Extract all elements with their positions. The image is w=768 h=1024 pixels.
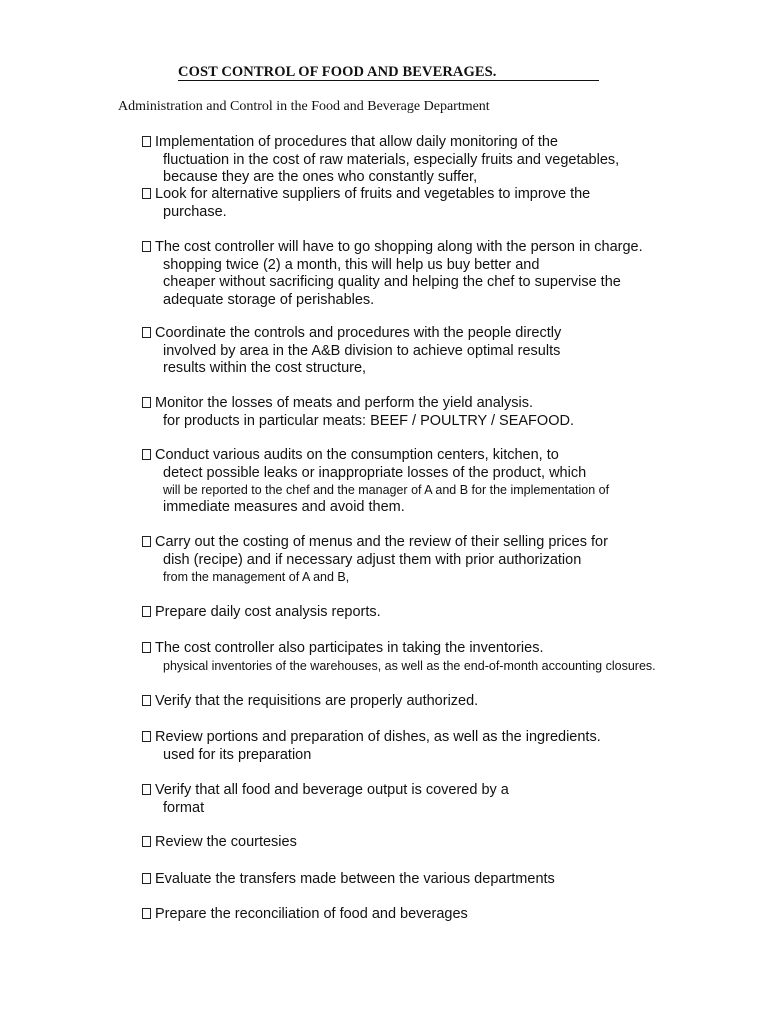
list-item-line: Evaluate the transfers made between the various departments bbox=[142, 871, 555, 889]
list-item-line: The cost controller will have to go shopping along with the person in charge. bbox=[142, 239, 643, 257]
list-item bbox=[142, 834, 297, 852]
square-bullet-icon bbox=[142, 327, 151, 338]
list-item bbox=[142, 134, 619, 187]
square-bullet-icon bbox=[142, 731, 151, 742]
list-item-line: adequate storage of perishables. bbox=[163, 291, 375, 308]
square-bullet-icon bbox=[142, 606, 151, 617]
list-item-line: Carry out the costing of menus and the review of their selling prices for bbox=[142, 534, 608, 552]
list-item-line: results within the cost structure, bbox=[163, 360, 367, 376]
section-heading: Administration and Control in the Food and Beverage Department bbox=[118, 99, 490, 114]
list-item bbox=[142, 186, 590, 221]
list-item-line: Review portions and preparation of dishes, as well as the ingredients. bbox=[142, 729, 601, 747]
list-item bbox=[142, 871, 555, 889]
title-underline bbox=[178, 80, 599, 81]
square-bullet-icon bbox=[142, 873, 151, 884]
list-item bbox=[142, 447, 609, 517]
list-item bbox=[142, 906, 468, 924]
square-bullet-icon bbox=[142, 836, 151, 847]
list-item-line: The cost controller also participates in taking the inventories. bbox=[142, 640, 656, 658]
square-bullet-icon bbox=[142, 188, 151, 199]
list-item-line: format bbox=[163, 799, 205, 816]
list-item-line: cheaper without sacrificing quality and helping the chef to supervise the bbox=[163, 274, 621, 290]
square-bullet-icon bbox=[142, 241, 151, 252]
list-item bbox=[142, 395, 574, 430]
list-item-line: because they are the ones who constantly suffer, bbox=[163, 169, 478, 185]
list-item-line: Prepare daily cost analysis reports. bbox=[142, 604, 381, 622]
list-item-line: Verify that all food and beverage output is covered by a bbox=[142, 782, 509, 800]
list-item-line: Implementation of procedures that allow daily monitoring of the bbox=[142, 134, 619, 152]
list-item-line: fluctuation in the cost of raw materials, especially fruits and vegetables, bbox=[163, 151, 620, 168]
list-item-line: used for its preparation bbox=[163, 746, 312, 763]
square-bullet-icon bbox=[142, 536, 151, 547]
list-item bbox=[142, 604, 381, 622]
list-item-line: will be reported to the chef and the manager of A and B for the implementation of bbox=[163, 483, 610, 497]
list-item bbox=[142, 534, 608, 586]
list-item-line: from the management of A and B, bbox=[163, 570, 350, 584]
list-item bbox=[142, 239, 643, 309]
list-item-line: purchase. bbox=[163, 203, 227, 220]
list-item-line: Prepare the reconciliation of food and beverages bbox=[142, 906, 468, 924]
square-bullet-icon bbox=[142, 449, 151, 460]
list-item-line: shopping twice (2) a month, this will help us buy better and bbox=[163, 256, 540, 273]
list-item-line: Look for alternative suppliers of fruits and vegetables to improve the bbox=[142, 186, 590, 204]
square-bullet-icon bbox=[142, 136, 151, 147]
square-bullet-icon bbox=[142, 784, 151, 795]
list-item bbox=[142, 325, 561, 378]
list-item-line: Review the courtesies bbox=[142, 834, 297, 852]
list-item-line: Monitor the losses of meats and perform the yield analysis. bbox=[142, 395, 574, 413]
list-item-line: detect possible leaks or inappropriate losses of the product, which bbox=[163, 464, 587, 481]
list-item bbox=[142, 729, 601, 764]
square-bullet-icon bbox=[142, 908, 151, 919]
list-item-line: involved by area in the A&B division to achieve optimal results bbox=[163, 342, 561, 359]
list-item-line: Conduct various audits on the consumption centers, kitchen, to bbox=[142, 447, 609, 465]
list-item-line: physical inventories of the warehouses, as well as the end-of-month accounting closures. bbox=[163, 658, 656, 673]
list-item-line: for products in particular meats: BEEF / POULTRY / SEAFOOD. bbox=[163, 412, 574, 429]
list-item bbox=[142, 640, 656, 675]
square-bullet-icon bbox=[142, 642, 151, 653]
list-item-line: dish (recipe) and if necessary adjust them with prior authorization bbox=[163, 551, 582, 568]
list-item bbox=[142, 693, 478, 711]
list-item-line: immediate measures and avoid them. bbox=[163, 499, 405, 515]
square-bullet-icon bbox=[142, 695, 151, 706]
list-item bbox=[142, 782, 509, 817]
page-title: COST CONTROL OF FOOD AND BEVERAGES. bbox=[178, 64, 497, 80]
list-item-line: Coordinate the controls and procedures with the people directly bbox=[142, 325, 561, 343]
list-item-line: Verify that the requisitions are properly authorized. bbox=[142, 693, 478, 711]
square-bullet-icon bbox=[142, 397, 151, 408]
